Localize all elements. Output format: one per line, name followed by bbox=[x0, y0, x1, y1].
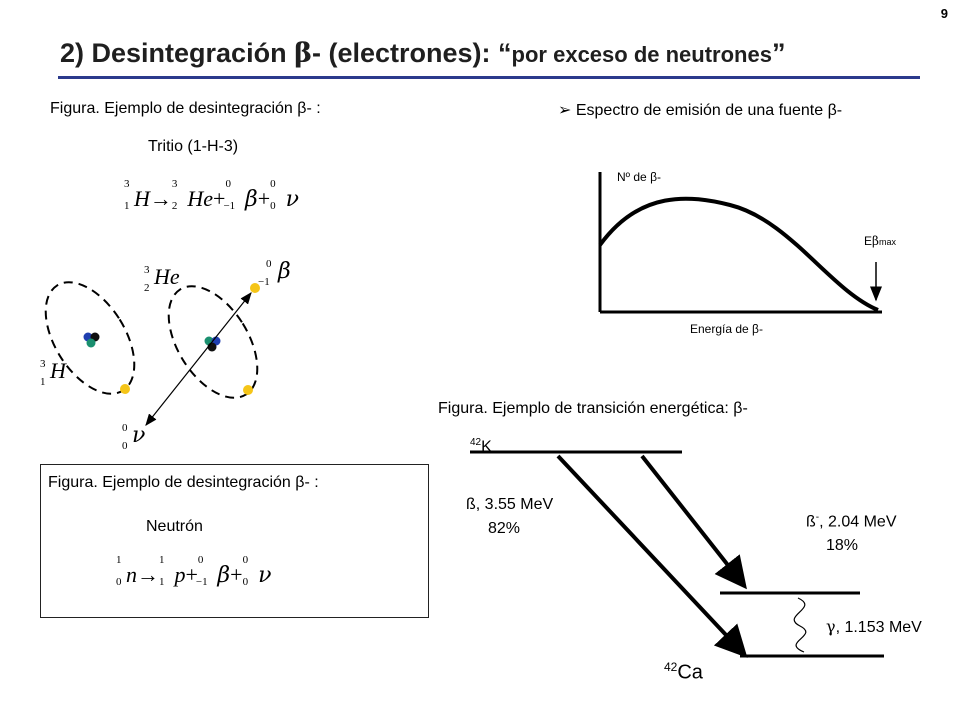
diagram-daughter-label: 3 2 He bbox=[144, 264, 180, 294]
spectrum-heading: ➢ Espectro de emisión de una fuente β- bbox=[558, 102, 843, 119]
eq1-daughter: He bbox=[187, 186, 214, 211]
diagram-nu-label: 0 0 ν bbox=[122, 422, 146, 452]
eq2-p: p bbox=[174, 562, 186, 587]
eq2-beta: β bbox=[217, 563, 231, 588]
branch-18-percent: 18% bbox=[826, 537, 859, 554]
eq1-plus-1: + bbox=[213, 186, 226, 211]
parent-k42-label: $^{42}$K bbox=[470, 437, 492, 456]
arrow-bullet-icon: ➢ bbox=[558, 102, 572, 119]
eq1-parent: H bbox=[134, 186, 150, 211]
branch-82-energy: ß, 3.55 MeV bbox=[466, 496, 554, 513]
branch-18-energy: ß-, 2.04 MeV bbox=[806, 512, 897, 531]
eq1-nu: ν bbox=[285, 187, 299, 212]
gamma-wave bbox=[794, 598, 806, 652]
title-lead: 2) Desintegración bbox=[60, 38, 295, 68]
gamma-transition-label: γ, 1.153 MeV bbox=[826, 617, 922, 636]
tritium-label: Tritio (1-H-3) bbox=[148, 138, 239, 155]
title-small: por exceso de neutrones bbox=[511, 42, 772, 67]
eq2-plus-1: + bbox=[185, 562, 198, 587]
diagram-beta-label: 0 −1 β bbox=[258, 258, 291, 288]
caption-beta-example-2: Figura. Ejemplo de desintegración β- : bbox=[48, 474, 319, 491]
eq1-arrow: → bbox=[149, 186, 172, 211]
neutron-label: Neutrón bbox=[146, 518, 203, 535]
title-mid: - (electrones): “ bbox=[312, 38, 512, 68]
caption-beta-example-1: Figura. Ejemplo de desintegración β- : bbox=[50, 100, 321, 117]
emax-label: Eβmax bbox=[864, 234, 896, 248]
tritium-equation: 3 1 H→ 3 2 He+ 0 −1 β+ 0 0 ν bbox=[124, 178, 299, 212]
beta-branch-82 bbox=[558, 456, 742, 652]
transition-caption: Figura. Ejemplo de transición energética: β- bbox=[438, 400, 748, 417]
spectrum-x-label: Energía de β- bbox=[690, 322, 763, 336]
eq1-plus-2: + bbox=[257, 186, 271, 211]
eq2-nu: ν bbox=[258, 563, 272, 588]
diagram-parent-label: 3 1 H bbox=[40, 358, 66, 388]
branch-82-percent: 82% bbox=[488, 520, 521, 537]
eq2-arrow: → bbox=[137, 562, 159, 587]
daughter-ca42-label: $^{42}$Ca bbox=[664, 660, 703, 684]
spectrum-y-label: Nº de β- bbox=[617, 170, 661, 184]
neutron-equation: 1 0 n→ 1 1 p+ 0 −1 β+ 0 0 ν bbox=[116, 554, 272, 588]
eq1-beta: β bbox=[244, 187, 258, 212]
eq2-plus-2: + bbox=[230, 562, 243, 587]
page-number: 9 bbox=[940, 6, 948, 21]
eq2-n: n bbox=[126, 562, 137, 587]
title-close: ” bbox=[771, 38, 786, 68]
title-beta: β bbox=[294, 38, 312, 69]
